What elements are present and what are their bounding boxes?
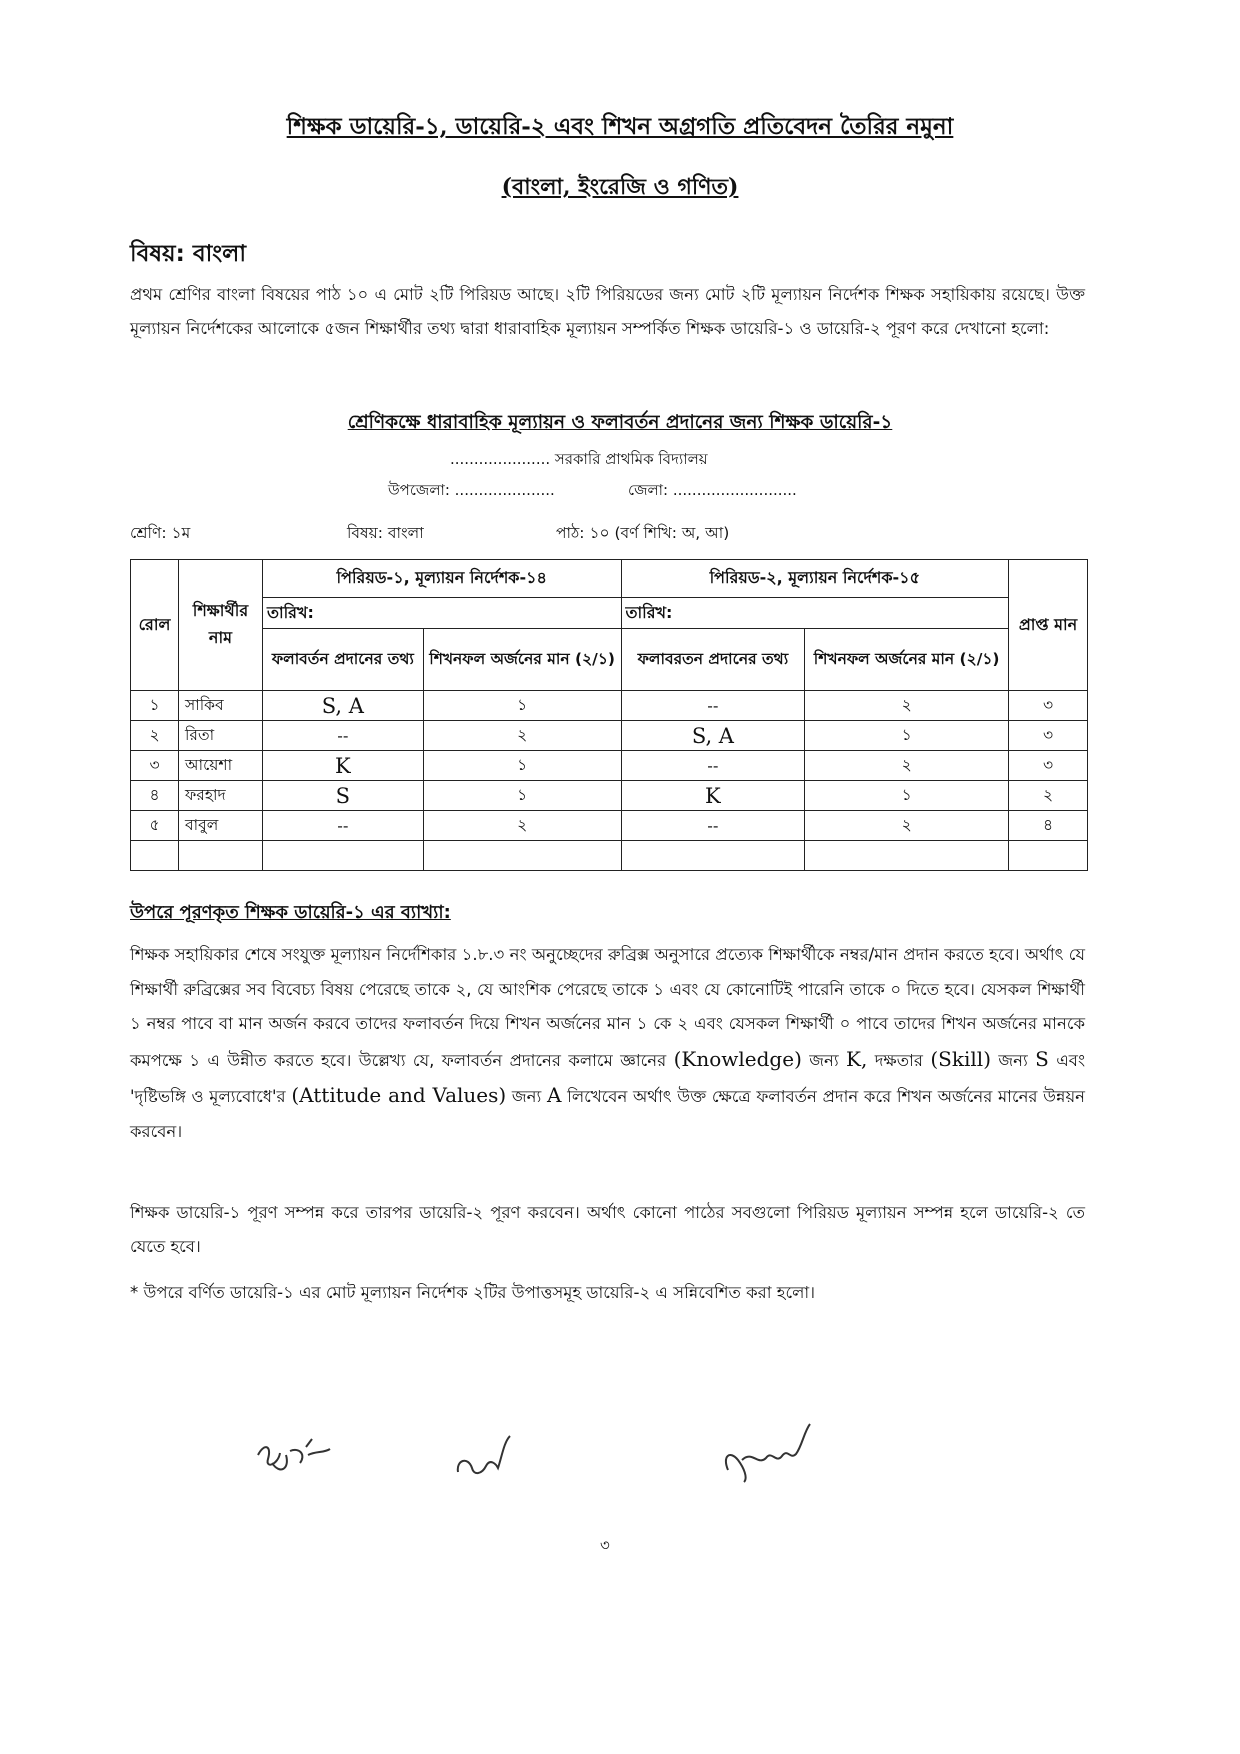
feedback-cell: K xyxy=(262,751,423,781)
teacher-diary-table xyxy=(130,559,1088,871)
name-cell: বাবুল xyxy=(178,811,262,841)
roll-cell: ৪ xyxy=(131,781,179,811)
feedback-cell: S xyxy=(262,781,423,811)
signature-2 xyxy=(452,1428,522,1488)
total-cell: ৩ xyxy=(1009,751,1088,781)
score-cell: ২ xyxy=(423,721,621,751)
roll-cell: ৩ xyxy=(131,751,179,781)
school-line: ..................... সরকারি প্রাথমিক বিদ্যালয় xyxy=(450,450,708,468)
signature-1 xyxy=(250,1425,340,1485)
name-cell: ফরহাদ xyxy=(178,781,262,811)
feedback-cell: -- xyxy=(621,811,805,841)
table-row xyxy=(131,721,1088,751)
period2-date: তারিখ: xyxy=(621,598,1009,629)
score-cell: ২ xyxy=(423,811,621,841)
score-cell: ২ xyxy=(805,751,1009,781)
table-row xyxy=(131,811,1088,841)
feedback-cell: S, A xyxy=(621,721,805,751)
score-cell: ১ xyxy=(423,751,621,781)
page-number: ৩ xyxy=(600,1536,610,1554)
name-cell: রিতা xyxy=(178,721,262,751)
document-title: শিক্ষক ডায়েরি-১, ডায়েরি-২ এবং শিখন অগ্রগতি প্রতিবেদন তৈরির নমুনা xyxy=(286,113,954,140)
roll-cell: ২ xyxy=(131,721,179,751)
feedback-cell: -- xyxy=(262,721,423,751)
table-row xyxy=(131,691,1088,721)
subject-label: বিষয়: বাংলা xyxy=(347,524,424,542)
col-name-header: শিক্ষার্থীর নাম xyxy=(178,560,262,691)
col-roll-header: রোল xyxy=(131,560,179,691)
roll-cell: ৫ xyxy=(131,811,179,841)
district-line: জেলা: .......................... xyxy=(628,481,797,499)
feedback-cell: -- xyxy=(621,751,805,781)
p1-score-header: শিখনফল অর্জনের মান (২/১) xyxy=(423,629,621,691)
score-cell: ১ xyxy=(423,691,621,721)
feedback-cell: S, A xyxy=(262,691,423,721)
name-cell: আয়েশা xyxy=(178,751,262,781)
period1-header: পিরিয়ড-১, মূল্যায়ন নির্দেশক-১৪ xyxy=(262,560,621,598)
total-cell: ৩ xyxy=(1009,691,1088,721)
empty-table-row xyxy=(131,841,1088,871)
period1-date: তারিখ: xyxy=(262,598,621,629)
score-cell: ২ xyxy=(805,811,1009,841)
note-line: * উপরে বর্ণিত ডায়েরি-১ এর মোট মূল্যায়ন নির্দেশক ২টির উপাত্তসমূহ ডায়েরি-২ এ সন্নিবেশিত করা হলো। xyxy=(130,1283,816,1302)
p2-score-header: শিখনফল অর্জনের মান (২/১) xyxy=(805,629,1009,691)
period2-header: পিরিয়ড-২, মূল্যায়ন নির্দেশক-১৫ xyxy=(621,560,1009,598)
total-cell: ২ xyxy=(1009,781,1088,811)
document-subtitle: (বাংলা, ইংরেজি ও গণিত) xyxy=(501,174,739,200)
feedback-cell: K xyxy=(621,781,805,811)
score-cell: ১ xyxy=(805,721,1009,751)
intro-paragraph: প্রথম শ্রেণির বাংলা বিষয়ের পাঠ ১০ এ মোট ২টি পিরিয়ড আছে। ২টি পিরিয়ডের জন্য মোট ২টি মূল্যায়ন নির্দেশক শিক্ষক সহায়িকায় রয়েছে। উক্ত মূল্যায়ন নির্দেশকের আলোকে ৫জন শিক্ষার্থীর তথ্য দ্বারা ধারাবাহিক মূল্যায়ন সম্পর্কিত শিক্ষক ডায়েরি-১ ও ডায়েরি-২ পূরণ করে দেখানো হলো: xyxy=(130,285,1085,338)
explanation-title: উপরে পূরণকৃত শিক্ষক ডায়েরি-১ এর ব্যাখ্যা: xyxy=(130,902,451,923)
explanation-paragraph: শিক্ষক সহায়িকার শেষে সংযুক্ত মূল্যায়ন নির্দেশিকার ১.৮.৩ নং অনুচ্ছেদের রুব্রিক্স অনুসারে প্রত্যেক শিক্ষার্থীকে নম্বর/মান প্রদান করতে হবে। অর্থাৎ যে শিক্ষার্থী রুব্রিক্সের সব বিবেচ্য বিষয় পেরেছে তাকে ২, যে আংশিক পেরেছে তাকে ১ এবং যে কোনোটিই পারেনি তাকে ০ দিতে হবে। যেসকল শিক্ষার্থী ১ নম্বর পাবে বা মান অর্জন করবে তাদের ফলাবর্তন দিয়ে শিখন অর্জনের মান ১ কে ২ এবং যেসকল শিক্ষার্থী ০ পাবে তাদের শিখন অর্জনের মানকে কমপক্ষে ১ এ উন্নীত করতে হবে। উল্লেখ্য যে, ফলাবর্তন প্রদানের কলামে জ্ঞানের (Knowledge) জন্য K, দক্ষতার (Skill) জন্য S এবং 'দৃষ্টিভঙ্গি ও মূল্যবোধে'র (Attitude and Values) জন্য A লিখেবেন অর্থাৎ উক্ত ক্ষেত্রে ফলাবর্তন প্রদান করে শিখন অর্জনের মানের উন্নয়ন করবেন। xyxy=(130,945,1086,1141)
col-total-header: প্রাপ্ত মান xyxy=(1009,560,1088,691)
p2-feedback-header: ফলাবরতন প্রদানের তথ্য xyxy=(621,629,805,691)
upazila-line: উপজেলা: ..................... xyxy=(388,481,555,499)
table-row xyxy=(131,751,1088,781)
class-label: শ্রেণি: ১ম xyxy=(130,524,191,542)
score-cell: ২ xyxy=(805,691,1009,721)
total-cell: ৩ xyxy=(1009,721,1088,751)
total-cell: ৪ xyxy=(1009,811,1088,841)
diary-title: শ্রেণিকক্ষে ধারাবাহিক মূল্যায়ন ও ফলাবর্তন প্রদানের জন্য শিক্ষক ডায়েরি-১ xyxy=(347,412,893,433)
signature-3 xyxy=(718,1420,818,1490)
feedback-cell: -- xyxy=(621,691,805,721)
score-cell: ১ xyxy=(805,781,1009,811)
p1-feedback-header: ফলাবর্তন প্রদানের তথ্য xyxy=(262,629,423,691)
subject-heading: বিষয়: বাংলা xyxy=(130,241,246,267)
lesson-label: পাঠ: ১০ (বর্ণ শিখি: অ, আ) xyxy=(556,524,730,542)
diary-instruction-paragraph: শিক্ষক ডায়েরি-১ পূরণ সম্পন্ন করে তারপর ডায়েরি-২ পূরণ করবেন। অর্থাৎ কোনো পাঠের সবগুলো পিরিয়ড মূল্যায়ন সম্পন্ন হলে ডায়েরি-২ তে যেতে হবে। xyxy=(130,1203,1085,1256)
feedback-cell: -- xyxy=(262,811,423,841)
roll-cell: ১ xyxy=(131,691,179,721)
table-row xyxy=(131,781,1088,811)
score-cell: ১ xyxy=(423,781,621,811)
name-cell: সাকিব xyxy=(178,691,262,721)
